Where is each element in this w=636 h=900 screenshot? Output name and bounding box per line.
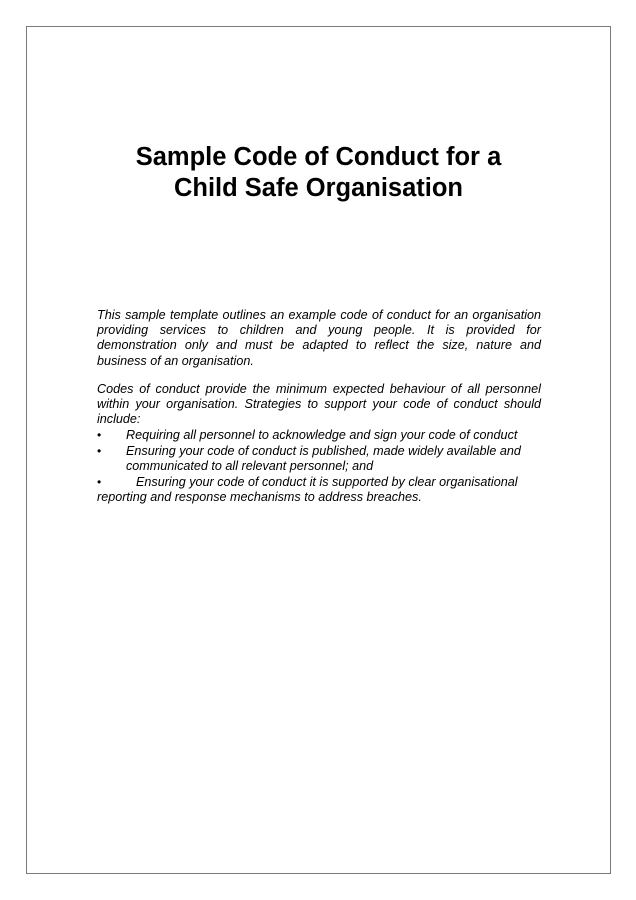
intro-paragraph: This sample template outlines an example code of conduct for an organisation providing services to children and young people. It is provided for demonstration only and must be adapted to reflect the size, nature and business of an organisation. xyxy=(97,308,541,368)
bullet-icon: • xyxy=(97,443,102,458)
intro-section xyxy=(97,308,541,369)
bullet-item xyxy=(97,444,541,474)
bullet-text: Requiring all personnel to acknowledge and sign your code of conduct xyxy=(126,427,518,442)
bullet-text: Ensuring your code of conduct it is supported by clear organisational reporting and response mechanisms to address breaches. xyxy=(97,475,518,505)
bullet-item xyxy=(97,475,541,505)
strategies-section xyxy=(97,382,541,506)
bullet-icon: • xyxy=(97,427,102,442)
title-line-2: Child Safe Organisation xyxy=(173,174,464,202)
document-title xyxy=(26,142,611,204)
bullet-item xyxy=(97,428,541,443)
bullet-icon: • xyxy=(97,475,102,490)
title-line-1: Sample Code of Conduct for a xyxy=(135,143,502,171)
strategies-paragraph: Codes of conduct provide the minimum expected behaviour of all personnel within your organisation. Strategies to support your code of conduct should include: xyxy=(97,382,541,427)
bullet-text: Ensuring your code of conduct is published, made widely available and communicated to all relevant personnel; and xyxy=(126,443,521,474)
